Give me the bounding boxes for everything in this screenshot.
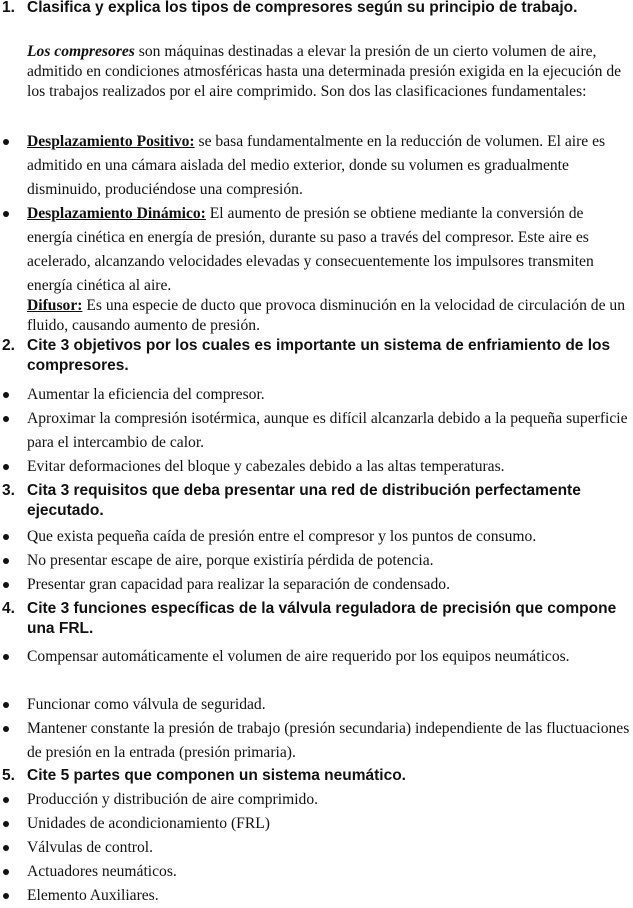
bullet-icon (3, 797, 9, 803)
q5-item-5-text: Elemento Auxiliares. (27, 887, 159, 904)
q2-item-1-text: Aumentar la eficiencia del compresor. (27, 386, 265, 403)
q2-item-3 (27, 455, 631, 479)
question-1-text: Clasifica y explica los tipos de compresores según su principio de trabajo. (27, 0, 578, 16)
q1-item-dynamic-displacement (27, 202, 631, 298)
bullet-icon (3, 464, 9, 470)
q4-item-2 (27, 693, 631, 717)
question-1-number: 1. (2, 0, 15, 16)
q2-item-2-text: Aproximar la compresión isotérmica, aunque es difícil alcanzarla debido a la pequeña superficie para el intercambio de calor. (27, 410, 628, 451)
q2-item-2 (27, 407, 631, 455)
bullet-icon (3, 416, 9, 422)
q1-item-positive-displacement (27, 130, 631, 202)
q4-item-3-text: Mantener constante la presión de trabajo (presión secundaria) independiente de las fluctuaciones de presión en la entrada (presión primaria). (27, 720, 630, 761)
q2-item-1 (27, 383, 631, 407)
q4-item-1-text: Compensar automáticamente el volumen de aire requerido por los equipos neumáticos. (27, 648, 570, 665)
q5-item-4 (27, 860, 631, 884)
q5-item-2-text: Unidades de acondicionamiento (FRL) (27, 815, 270, 832)
dynamic-displacement-text: El aumento de presión se obtiene mediante la conversión de energía cinética en energía de presión, durante su paso a través del compresor. Este aire es acelerado, alcanzando velocidades elevadas y consecuentemente los impulsores transmiten energía cinética al aire. (27, 205, 594, 294)
q5-item-1 (27, 788, 631, 812)
question-2-number: 2. (2, 337, 15, 354)
q3-item-3 (27, 573, 631, 597)
q4-item-2-text: Funcionar como válvula de seguridad. (27, 696, 266, 713)
bullet-icon (3, 392, 9, 398)
bullet-icon (3, 726, 9, 732)
q5-item-5 (27, 884, 631, 908)
q3-item-2-text: No presentar escape de aire, porque existiría pérdida de potencia. (27, 552, 434, 569)
bullet-icon (3, 821, 9, 827)
bullet-icon (3, 869, 9, 875)
bullet-icon (3, 654, 9, 660)
question-3-number: 3. (2, 482, 15, 499)
q5-item-1-text: Producción y distribución de aire comprimido. (27, 791, 319, 808)
bullet-icon (3, 211, 9, 217)
q4-item-1 (27, 645, 631, 669)
q5-item-4-text: Actuadores neumáticos. (27, 863, 177, 880)
compressors-term: Los compresores (27, 43, 135, 60)
diffuser-term: Difusor: (27, 297, 83, 314)
bullet-icon (3, 139, 9, 145)
question-5-number: 5. (2, 767, 15, 784)
diffuser-text: Es una especie de ducto que provoca disminución en la velocidad de circulación de un fluido, causando aumento de presión. (27, 297, 626, 334)
q5-item-3-text: Válvulas de control. (27, 839, 154, 856)
question-2-text: Cite 3 objetivos por los cuales es importante un sistema de enfriamiento de los compresores. (27, 337, 611, 374)
bullet-icon (3, 845, 9, 851)
bullet-icon (3, 702, 9, 708)
bullet-icon (3, 558, 9, 564)
compressors-intro (27, 42, 629, 101)
q3-item-3-text: Presentar gran capacidad para realizar la separación de condensado. (27, 576, 450, 593)
q3-item-2 (27, 549, 631, 573)
question-3-text: Cita 3 requisitos que deba presentar una red de distribución perfectamente ejecutado. (27, 482, 581, 519)
positive-displacement-text: se basa fundamentalmente en la reducción de volumen. El aire es admitido en una cámara aislada del medio exterior, donde su volumen es gradualmente disminuido, produciéndose una compresión. (27, 133, 606, 198)
q2-item-3-text: Evitar deformaciones del bloque y cabezales debido a las altas temperaturas. (27, 458, 505, 475)
compressors-intro-text: son máquinas destinadas a elevar la presión de un cierto volumen de aire, admitido en condiciones atmosféricas hasta una determinada presión exigida en la ejecución de los trabajos realizados por el aire comprimido. Son dos las clasificaciones fundamentales: (27, 43, 622, 100)
question-4-text: Cite 3 funciones específicas de la válvula reguladora de precisión que compone una FRL. (27, 600, 617, 637)
diffuser-definition (27, 296, 629, 336)
bullet-icon (3, 893, 9, 899)
positive-displacement-term: Desplazamiento Positivo: (27, 133, 195, 150)
question-4-number: 4. (2, 600, 15, 617)
q3-item-1-text: Que exista pequeña caída de presión entre el compresor y los puntos de consumo. (27, 528, 537, 545)
question-5-text: Cite 5 partes que componen un sistema neumático. (27, 767, 406, 784)
bullet-icon (3, 534, 9, 540)
q3-item-1 (27, 525, 631, 549)
q5-item-3 (27, 836, 631, 860)
dynamic-displacement-term: Desplazamiento Dinámico: (27, 205, 206, 222)
bullet-icon (3, 582, 9, 588)
q5-item-2 (27, 812, 631, 836)
q4-item-3 (27, 717, 631, 765)
